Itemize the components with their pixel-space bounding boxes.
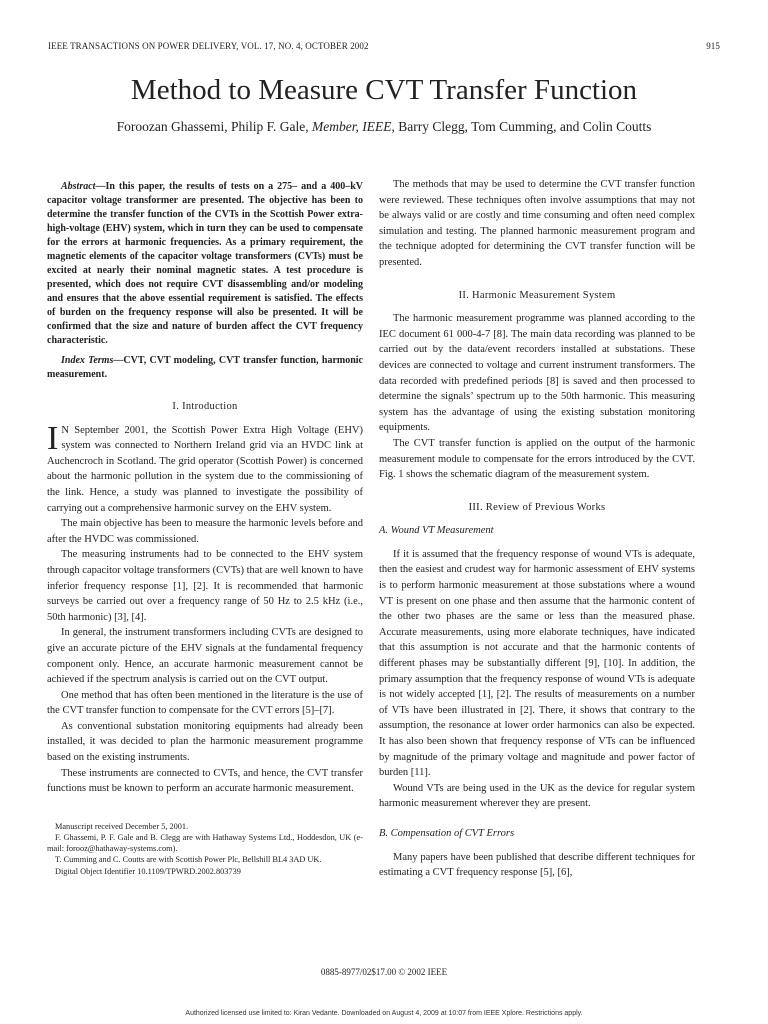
section-heading-introduction: I. Introduction xyxy=(172,401,238,412)
footnote-affiliation-1: F. Ghassemi, P. F. Gale and B. Clegg are with Hathaway Systems Ltd., Hoddesdon, UK (e-mail: forooz@hathaway-systems.com). xyxy=(47,833,363,854)
intro-paragraph-1 xyxy=(47,419,363,517)
intro-paragraph-1-text: N September 2001, the Scottish Power Extra High Voltage (EHV) system was connected to Northern Ireland grid via an HVDC link at Auchencroch in Scotland. The grid operator (Scottish Power) is concerned about the harmonic pollution in the system due to the commissioning of the link. Hence, a study was planned to investigate the possibility of carrying out a comprehensive harmonic survey on the EHV system. xyxy=(47,424,363,514)
author-names-1: Foroozan Ghassemi, Philip F. Gale, xyxy=(116,119,313,134)
section-heading-harmonic-measurement: II. Harmonic Measurement System xyxy=(458,289,616,301)
drop-cap: I xyxy=(47,419,59,457)
abstract xyxy=(47,180,363,348)
subsection-heading-wound-vt: A. Wound VT Measurement xyxy=(379,525,494,537)
footnote-affiliation-2: T. Cumming and C. Coutts are with Scottish Power Plc, Bellshill BL4 3AD UK. xyxy=(55,855,322,865)
right-column xyxy=(379,177,695,881)
intro-paragraph-2: The main objective has been to measure the harmonic levels before and after the HVDC was commissioned. xyxy=(47,518,363,545)
right-paragraph-1: The methods that may be used to determine the CVT transfer function were reviewed. These techniques often involve assumptions that may not be always valid or are costly and time consuming and often need complex simulation and testing. The planned harmonic measurement program and the technique adopted for determining the CVT transfer function will be presented. xyxy=(379,179,695,268)
intro-paragraph-6: As conventional substation monitoring equipments had already been installed, it was decided to plan the harmonic measurement programme based on the existing instruments. xyxy=(47,720,363,764)
subsection-heading-compensation: B. Compensation of CVT Errors xyxy=(379,827,515,839)
author-list xyxy=(0,118,768,136)
paper-title: Method to Measure CVT Transfer Function xyxy=(130,74,638,106)
index-terms-text: —CVT, CVT modeling, CVT transfer function, harmonic measurement. xyxy=(47,355,363,380)
hms-paragraph-2: The CVT transfer function is applied on the output of the harmonic measurement module to compensate for the errors introduced by the CVT. Fig. 1 shows the schematic diagram of the measurement system. xyxy=(379,437,695,481)
footnote-received: Manuscript received December 5, 2001. xyxy=(55,821,189,831)
index-terms xyxy=(47,354,363,382)
wound-paragraph-1: If it is assumed that the frequency response of wound VTs is adequate, then the easiest and crudest way for harmonic assessment of EHV systems is to perform harmonic measurement at those substations where a wound VT is present on one phase and then assume that the harmonic content of the other two phases are the same or less than the measured phase. Accurate measurements, using more elaborate techniques, have indicated that this assumption is not accurate and that the harmonic contents of different phases may be substantially different [9], [10]. In addition, the primary assumption that the frequency response of wound VTs is adequate is not widely accepted [1], [2]. The results of measurements on a number of VTs have been illustrated in [2]. There, it shows that contrary to the assumption, the resonance at lower order harmonics can also be expected. It has also been shown that frequency response of VTs can be influenced by magnitude of the primary voltage and magnitude and power factor of burden [11]. xyxy=(379,548,695,779)
license-notice: Authorized licensed use limited to: Kiran Vedante. Downloaded on August 4, 2009 at 10:07 from IEEE Xplore. Restrictions apply. xyxy=(185,1010,583,1017)
author-membership: Member, IEEE xyxy=(312,119,392,134)
footnote-doi: Digital Object Identifier 10.1109/TPWRD.2002.803739 xyxy=(55,866,241,876)
hms-paragraph-1: The harmonic measurement programme was planned according to the IEC document 61 000-4-7 [8]. The main data recording was planned to be carried out by the data/event recorders installed at substations. These devices are connected to voltage and current instrument transformers. The data recorded with predefined periods [8] is saved and then processed to determine the signals’ spectrum up to the 50th harmonic. This measuring system has the advantage of using the existing substation monitoring equipments. xyxy=(379,313,695,434)
author-names-2: , Barry Clegg, Tom Cumming, and Colin Coutts xyxy=(391,119,652,134)
wound-paragraph-2: Wound VTs are being used in the UK as the device for regular system harmonic measurement wherever they are present. xyxy=(379,782,695,810)
abstract-label: Abstract xyxy=(61,181,96,192)
journal-name: IEEE TRANSACTIONS ON POWER DELIVERY, VOL. 17, NO. 4, OCTOBER 2002 xyxy=(48,41,369,51)
intro-paragraph-4: In general, the instrument transformers including CVTs are designed to give an accurate picture of the EHV signals at the fundamental frequency component only. Hence, an accurate harmonic measurement cannot be achieved if the spectrum analysis is carried out on the CVT output. xyxy=(47,627,363,686)
intro-paragraph-5: One method that has often been mentioned in the literature is the use of the CVT transfer function to compensate for the CVT errors [5]–[7]. xyxy=(47,689,363,717)
section-heading-review: III. Review of Previous Works xyxy=(468,501,606,513)
intro-paragraph-3: The measuring instruments had to be connected to the EHV system through capacitor voltage transformers (CVTs) that are well known to have inferior frequency response [1], [2]. It is recommended that harmonic surveys be carried out over a frequency range of 50 Hz to 2.5 kHz (i.e., 50th harmonic) [3], [4]. xyxy=(47,549,363,623)
left-column xyxy=(47,180,363,877)
copyright-line: 0885-8977/02$17.00 © 2002 IEEE xyxy=(320,967,448,977)
comp-paragraph-1: Many papers have been published that describe different techniques for estimating a CVT frequency response [5], [6], xyxy=(379,851,695,879)
intro-paragraph-7: These instruments are connected to CVTs, and hence, the CVT transfer functions must be known to perform an accurate harmonic measurement. xyxy=(47,767,363,795)
footnote xyxy=(47,821,363,877)
index-terms-label: Index Terms xyxy=(61,355,114,366)
running-header xyxy=(48,41,720,53)
page-number: 915 xyxy=(706,41,720,51)
abstract-text: —In this paper, the results of tests on a 275– and a 400–kV capacitor voltage transformer are presented. The objective has been to determine the transfer function of the CVTs in the Scottish Power extra-high-voltage (EHV) system, which in turn they can be used to compensate for the errors at harmonic frequencies. As a primary requirement, the magnetic elements of the capacitor voltage transformers (CVTs) must be excited at nearly their nominal magnetic states. A test procedure is presented, which does not require CVT disassembling and/or modeling and ensures that the above essential requirement is satisfied. The effects of burden on the frequency response will also be presented. It will be confirmed that the size and nature of burden affect the CVT frequency characteristic. xyxy=(47,181,363,346)
